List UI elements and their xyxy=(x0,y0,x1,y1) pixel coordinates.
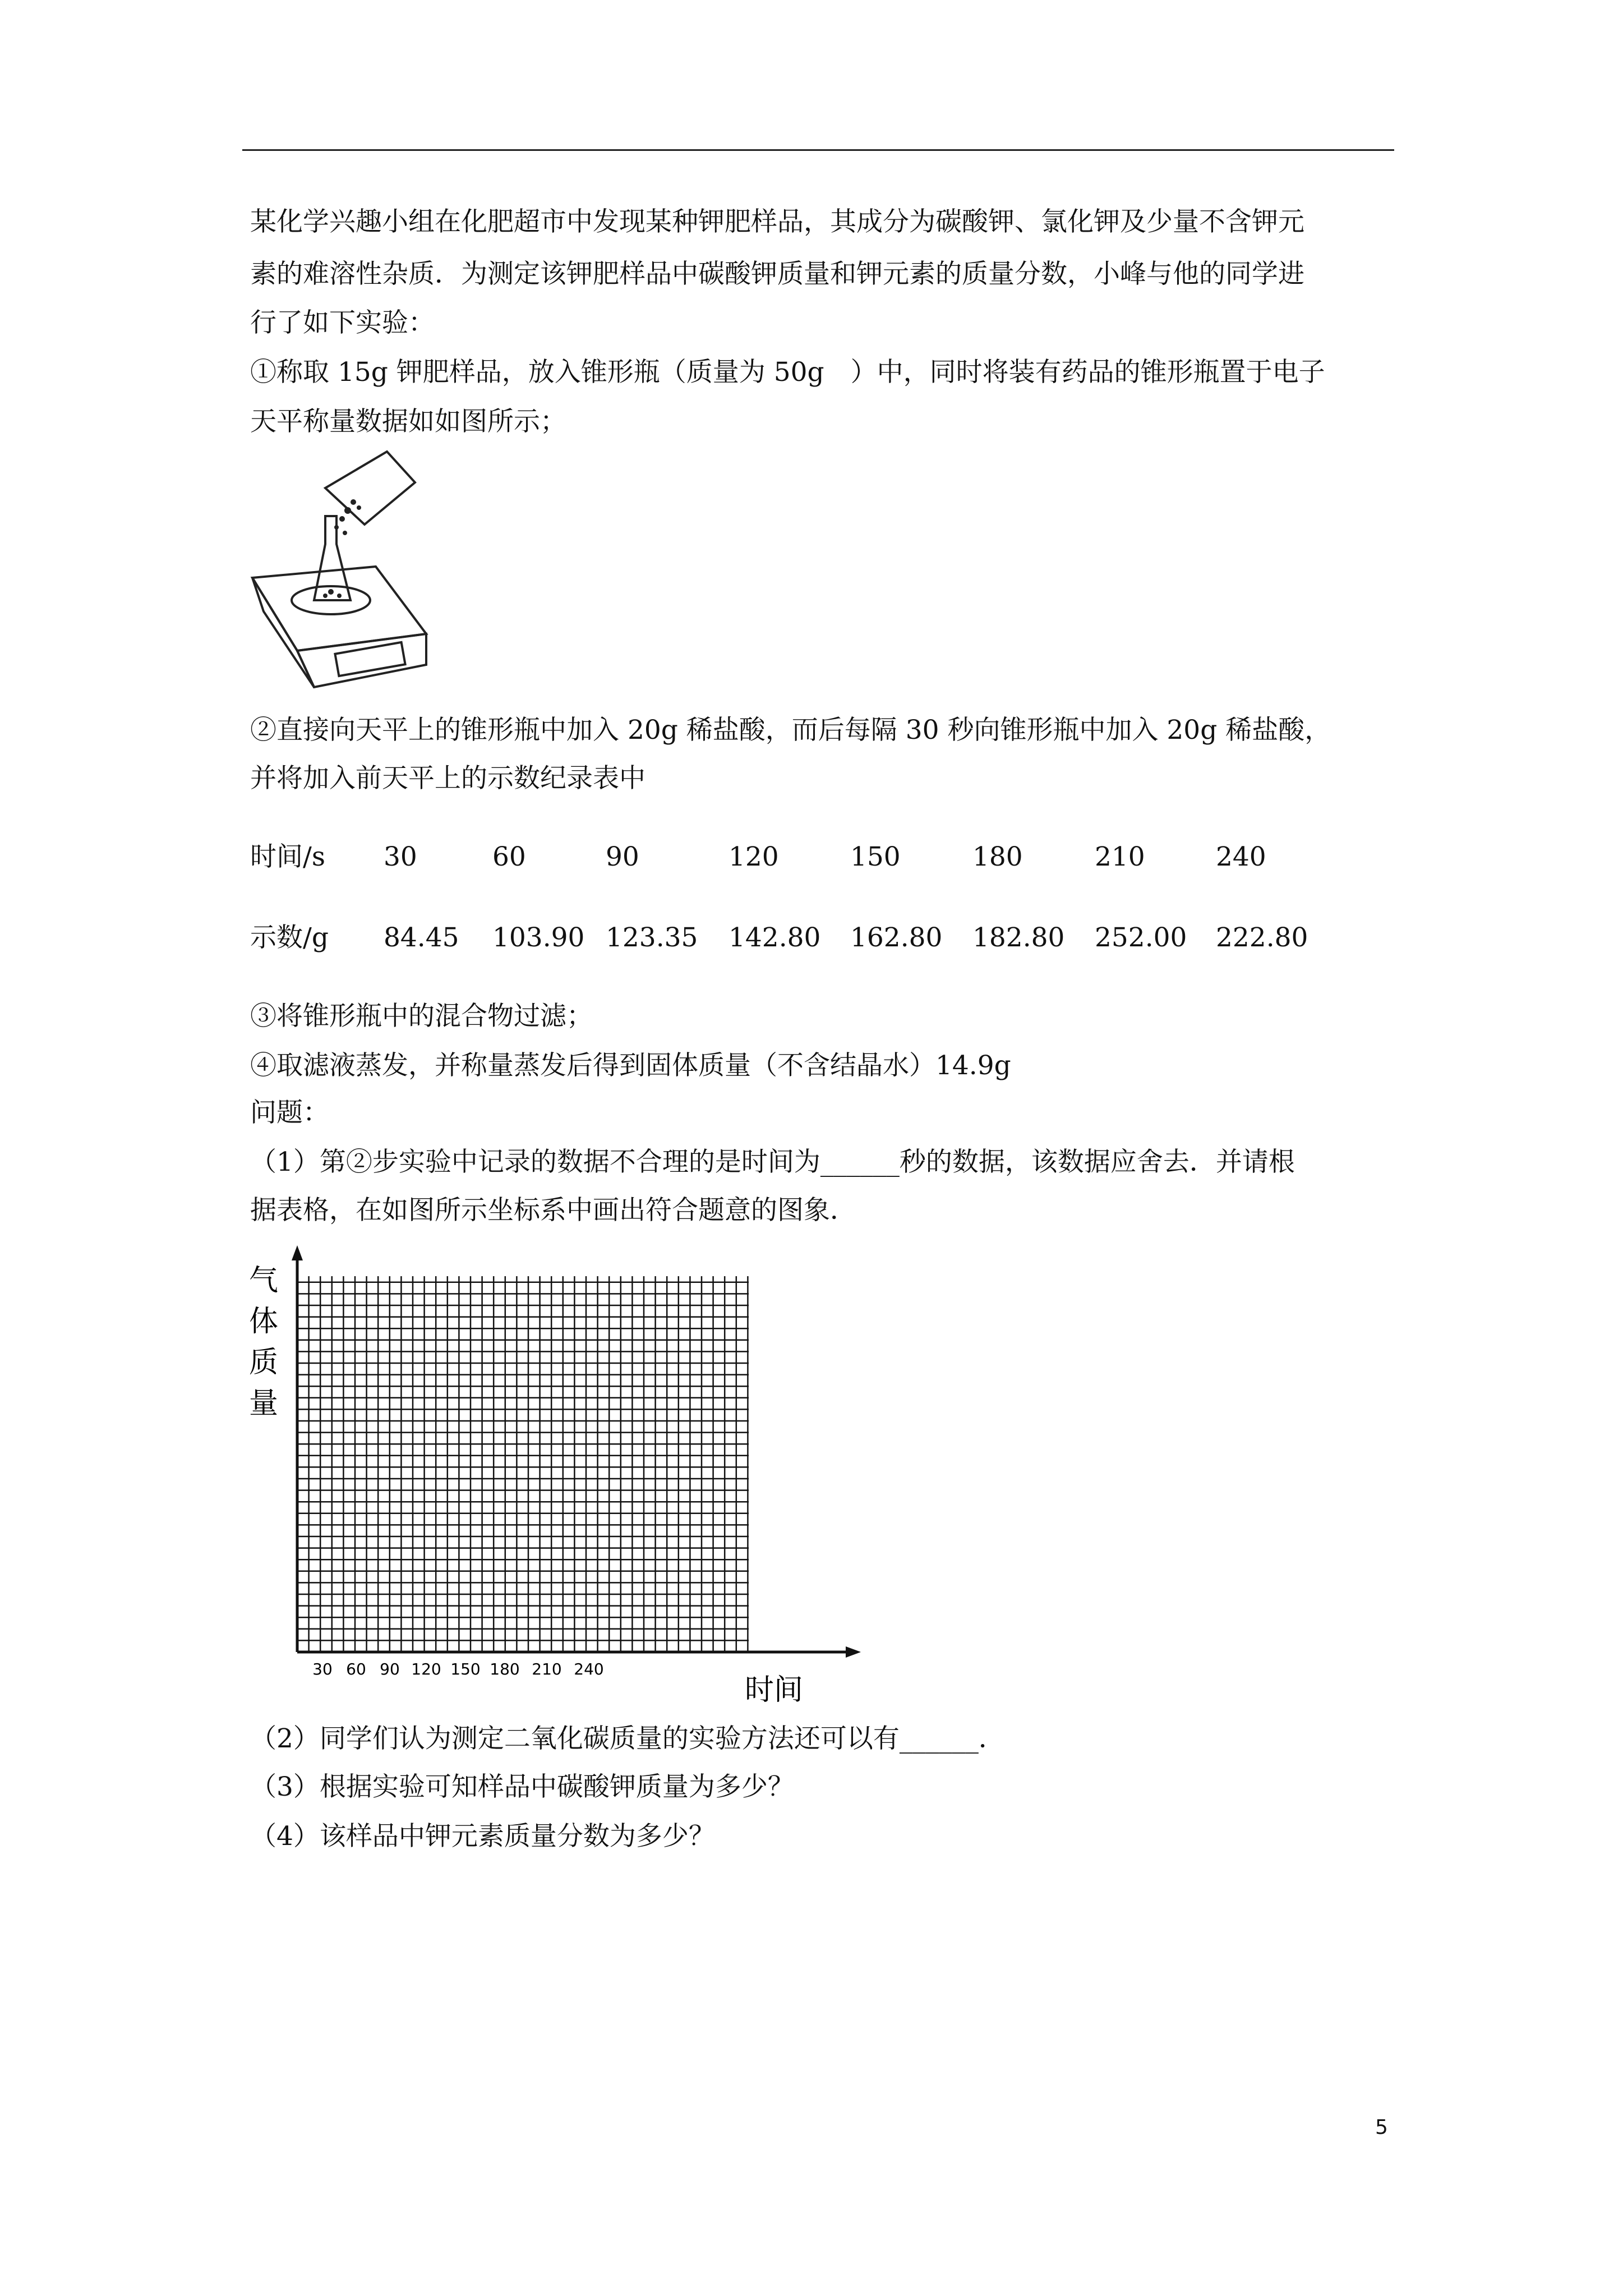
step2-line-2: 并将加入前天平上的示数纪录表中 xyxy=(250,763,645,794)
intro-line-3: 行了如下实验： xyxy=(250,307,435,338)
step3-line: ③将锥形瓶中的混合物过滤； xyxy=(250,1001,593,1032)
table-row-label: 时间/s xyxy=(250,841,325,872)
step1-line-2: 天平称量数据如如图所示； xyxy=(250,406,566,437)
table-cell: 120 xyxy=(728,841,779,872)
y-label-char: 气 xyxy=(248,1264,279,1297)
q1-line-2: 据表格，在如图所示坐标系中画出符合题意的图象． xyxy=(250,1195,856,1226)
header-rule xyxy=(242,149,1394,151)
step4-line: ④取滤液蒸发，并称量蒸发后得到固体质量（不含结晶水）14.9g xyxy=(250,1050,1011,1081)
table-cell: 252.00 xyxy=(1095,922,1187,953)
table-cell: 90 xyxy=(606,841,639,872)
table-cell: 182.80 xyxy=(972,922,1065,953)
table-cell: 60 xyxy=(492,841,526,872)
y-label-char: 质 xyxy=(248,1346,279,1379)
questions-heading: 问题： xyxy=(250,1097,329,1128)
x-tick-label: 60 xyxy=(346,1660,366,1678)
table-row-label: 示数/g xyxy=(250,922,329,953)
q4-line: （4）该样品中钾元素质量分数为多少？ xyxy=(250,1821,715,1852)
grid-lines xyxy=(297,1276,749,1652)
table-cell: 240 xyxy=(1216,841,1266,872)
x-tick-label: 120 xyxy=(411,1660,441,1678)
table-cell: 180 xyxy=(972,841,1023,872)
y-label-char: 体 xyxy=(248,1305,279,1338)
x-tick-label: 210 xyxy=(532,1660,562,1678)
table-cell: 123.35 xyxy=(606,922,698,953)
x-tick-label: 90 xyxy=(380,1660,400,1678)
table-cell: 222.80 xyxy=(1216,922,1308,953)
step2-line-1: ②直接向天平上的锥形瓶中加入 20g 稀盐酸，而后每隔 30 秒向锥形瓶中加入 20g 稀盐酸， xyxy=(250,715,1331,746)
table-cell: 142.80 xyxy=(728,922,821,953)
table-row-time xyxy=(250,840,1372,874)
x-tick-label: 150 xyxy=(450,1660,481,1678)
table-cell: 162.80 xyxy=(850,922,943,953)
table-cell: 84.45 xyxy=(384,922,459,953)
blank-coordinate-grid xyxy=(241,1243,880,1719)
table-cell: 103.90 xyxy=(492,922,585,953)
q2-line: （2）同学们认为测定二氧化碳质量的实验方法还可以有______． xyxy=(250,1723,1005,1754)
table-row-reading xyxy=(250,921,1372,955)
x-tick-labels xyxy=(312,1660,604,1678)
step1-line-1: ①称取 15g 钾肥样品，放入锥形瓶（质量为 50g ）中，同时将装有药品的锥形瓶置于电子 xyxy=(250,357,1325,388)
q1-line-1: （1）第②步实验中记录的数据不合理的是时间为______秒的数据，该数据应舍去．并请根 xyxy=(250,1147,1295,1177)
x-tick-label: 240 xyxy=(574,1660,604,1678)
table-cell: 150 xyxy=(850,841,901,872)
x-tick-label: 30 xyxy=(312,1660,333,1678)
intro-line-2: 素的难溶性杂质．为测定该钾肥样品中碳酸钾质量和钾元素的质量分数，小峰与他的同学进 xyxy=(250,259,1304,289)
balance-illustration xyxy=(247,449,437,696)
table-cell: 210 xyxy=(1095,841,1145,872)
intro-line-1: 某化学兴趣小组在化肥超市中发现某种钾肥样品，其成分为碳酸钾、氯化钾及少量不含钾元 xyxy=(250,206,1304,237)
q3-line: （3）根据实验可知样品中碳酸钾质量为多少？ xyxy=(250,1772,794,1802)
x-axis-arrow-icon xyxy=(846,1646,861,1658)
table-cell: 30 xyxy=(384,841,417,872)
y-axis-arrow-icon xyxy=(292,1245,303,1260)
x-axis-label: 时间 xyxy=(744,1673,804,1707)
page-number: 5 xyxy=(1375,2116,1388,2139)
x-tick-label: 180 xyxy=(490,1660,520,1678)
y-label-char: 量 xyxy=(248,1387,279,1420)
